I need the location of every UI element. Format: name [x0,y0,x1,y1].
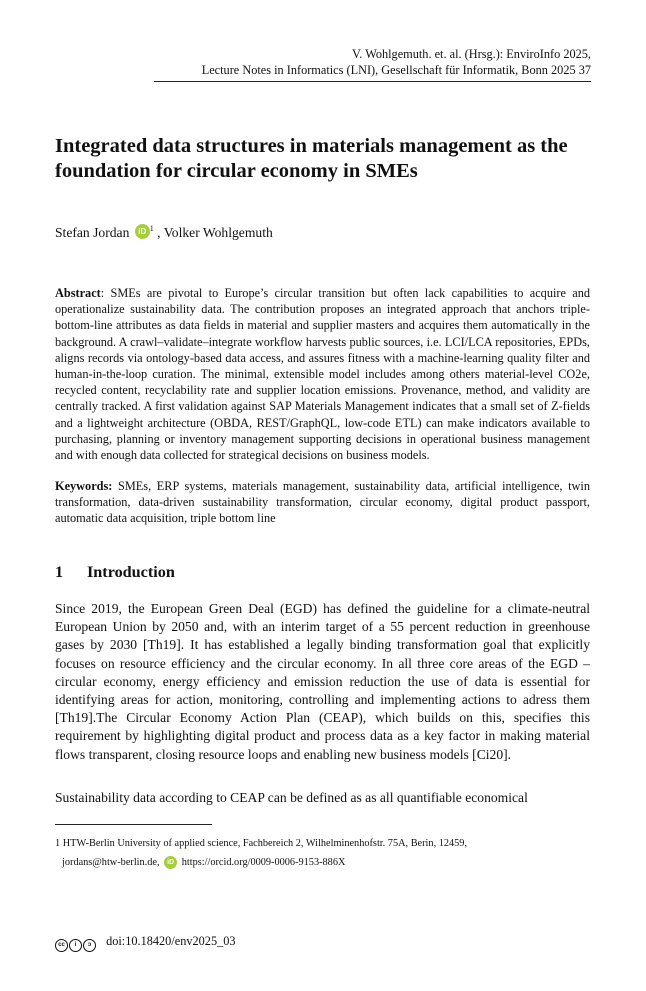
keywords-label: Keywords: [55,479,113,493]
license-footer [55,933,236,952]
cc-by-icon: i [69,939,82,952]
footnote-contact [55,853,595,872]
running-header [140,46,591,78]
header-rule [154,81,591,82]
section-title: Introduction [87,563,175,581]
keywords-text: SMEs, ERP systems, materials management, sustainability data, artificial intelligence, twin transformation, data-driven sustainability transformation, circular economy, digital product passport, automatic data acquisition, triple bottom line [55,479,590,526]
author-separator: , [153,225,164,240]
orcid-icon: iD [164,856,177,869]
orcid-link[interactable]: https://orcid.org/0009-0006-9153-886X [181,857,346,868]
footnote-rule [55,824,212,825]
body-paragraph: Sustainability data according to CEAP can be defined as as all quantifiable economical [55,790,528,805]
abstract-text: : SMEs are pivotal to Europe’s circular transition but often lack capabilities to acquire and operationalize sustainability data. The contribution proposes an integrated approach that anchors triple-bottom-line attributes as data fields in material and supplier masters and acquires them automatically in the background. A crawl–validate–integrate workflow harvests public sources, i.e. LCI/LCA repositories, EPDs, aligns records via ontology-based data access, and assures fitness with a machine-learning quality filter and human-in-the-loop curation. The minimal, extensible model includes among others material-level CO2e, recycled content, recyclability rate and supplier location emissions. Provenance, method, and validity are centrally tracked. A first validation against SAP Materials Management indicates that a small set of Z-fields and a lightweight architecture (OBDA, REST/GraphQL, low-code ETL) can make indicators available to purchasing, planning or inventory management supporting decisions in operational business management and with enough data collected for strategical decisions on business models. [55,286,590,463]
abstract [55,285,590,463]
paper-title: Integrated data structures in materials management as the foundation for circular economy in SMEs [55,135,568,182]
author-name: Volker Wohlgemuth [163,225,273,240]
header-line-2: Lecture Notes in Informatics (LNI), Gesellschaft für Informatik, Bonn 2025 37 [201,63,591,77]
author-name: Stefan Jordan [55,225,130,240]
orcid-icon[interactable]: iD [135,224,150,239]
section-heading [55,562,175,582]
footnote-marker[interactable]: 1 [149,224,154,233]
body-paragraph: Since 2019, the European Green Deal (EGD) has defined the guideline for a climate-neutral European Union by 2050 and, with an interim target of a 55 percent reduction in greenhouse gases by 2030 [Th19]. It has established a legally binding transformation goal that explicitly focuses on resource efficiency and the circular economy. In all three core areas of the EGD – circular economy, energy efficiency and emission reduction the use of data is essential for identifying areas for action, monitoring, controlling and implementing actions to adress them [Th19].The Circular Economy Action Plan (CEAP), which builds on this, specifies this requirement by highlighting digital product and process data as a key factor in making material flows transparent, closing resource loops and enabling new business models [Ci20]. [55,601,590,762]
section-number: 1 [55,563,64,581]
footnote-email[interactable]: jordans@htw-berlin.de, [62,857,160,868]
abstract-label: Abstract [55,286,101,300]
footnote [55,834,595,872]
header-line-1: V. Wohlgemuth. et. al. (Hrsg.): EnviroInfo 2025, [352,47,591,61]
footnote-affiliation: 1 HTW-Berlin University of applied science, Fachbereich 2, Wilhelminenhofstr. 75A, Berin, 12459, [55,838,468,849]
author-list [55,220,273,242]
cc-sa-icon: ↄ [83,939,96,952]
cc-icon: cc [55,939,68,952]
doi-link[interactable]: doi:10.18420/env2025_03 [106,934,236,948]
keywords [55,478,590,527]
